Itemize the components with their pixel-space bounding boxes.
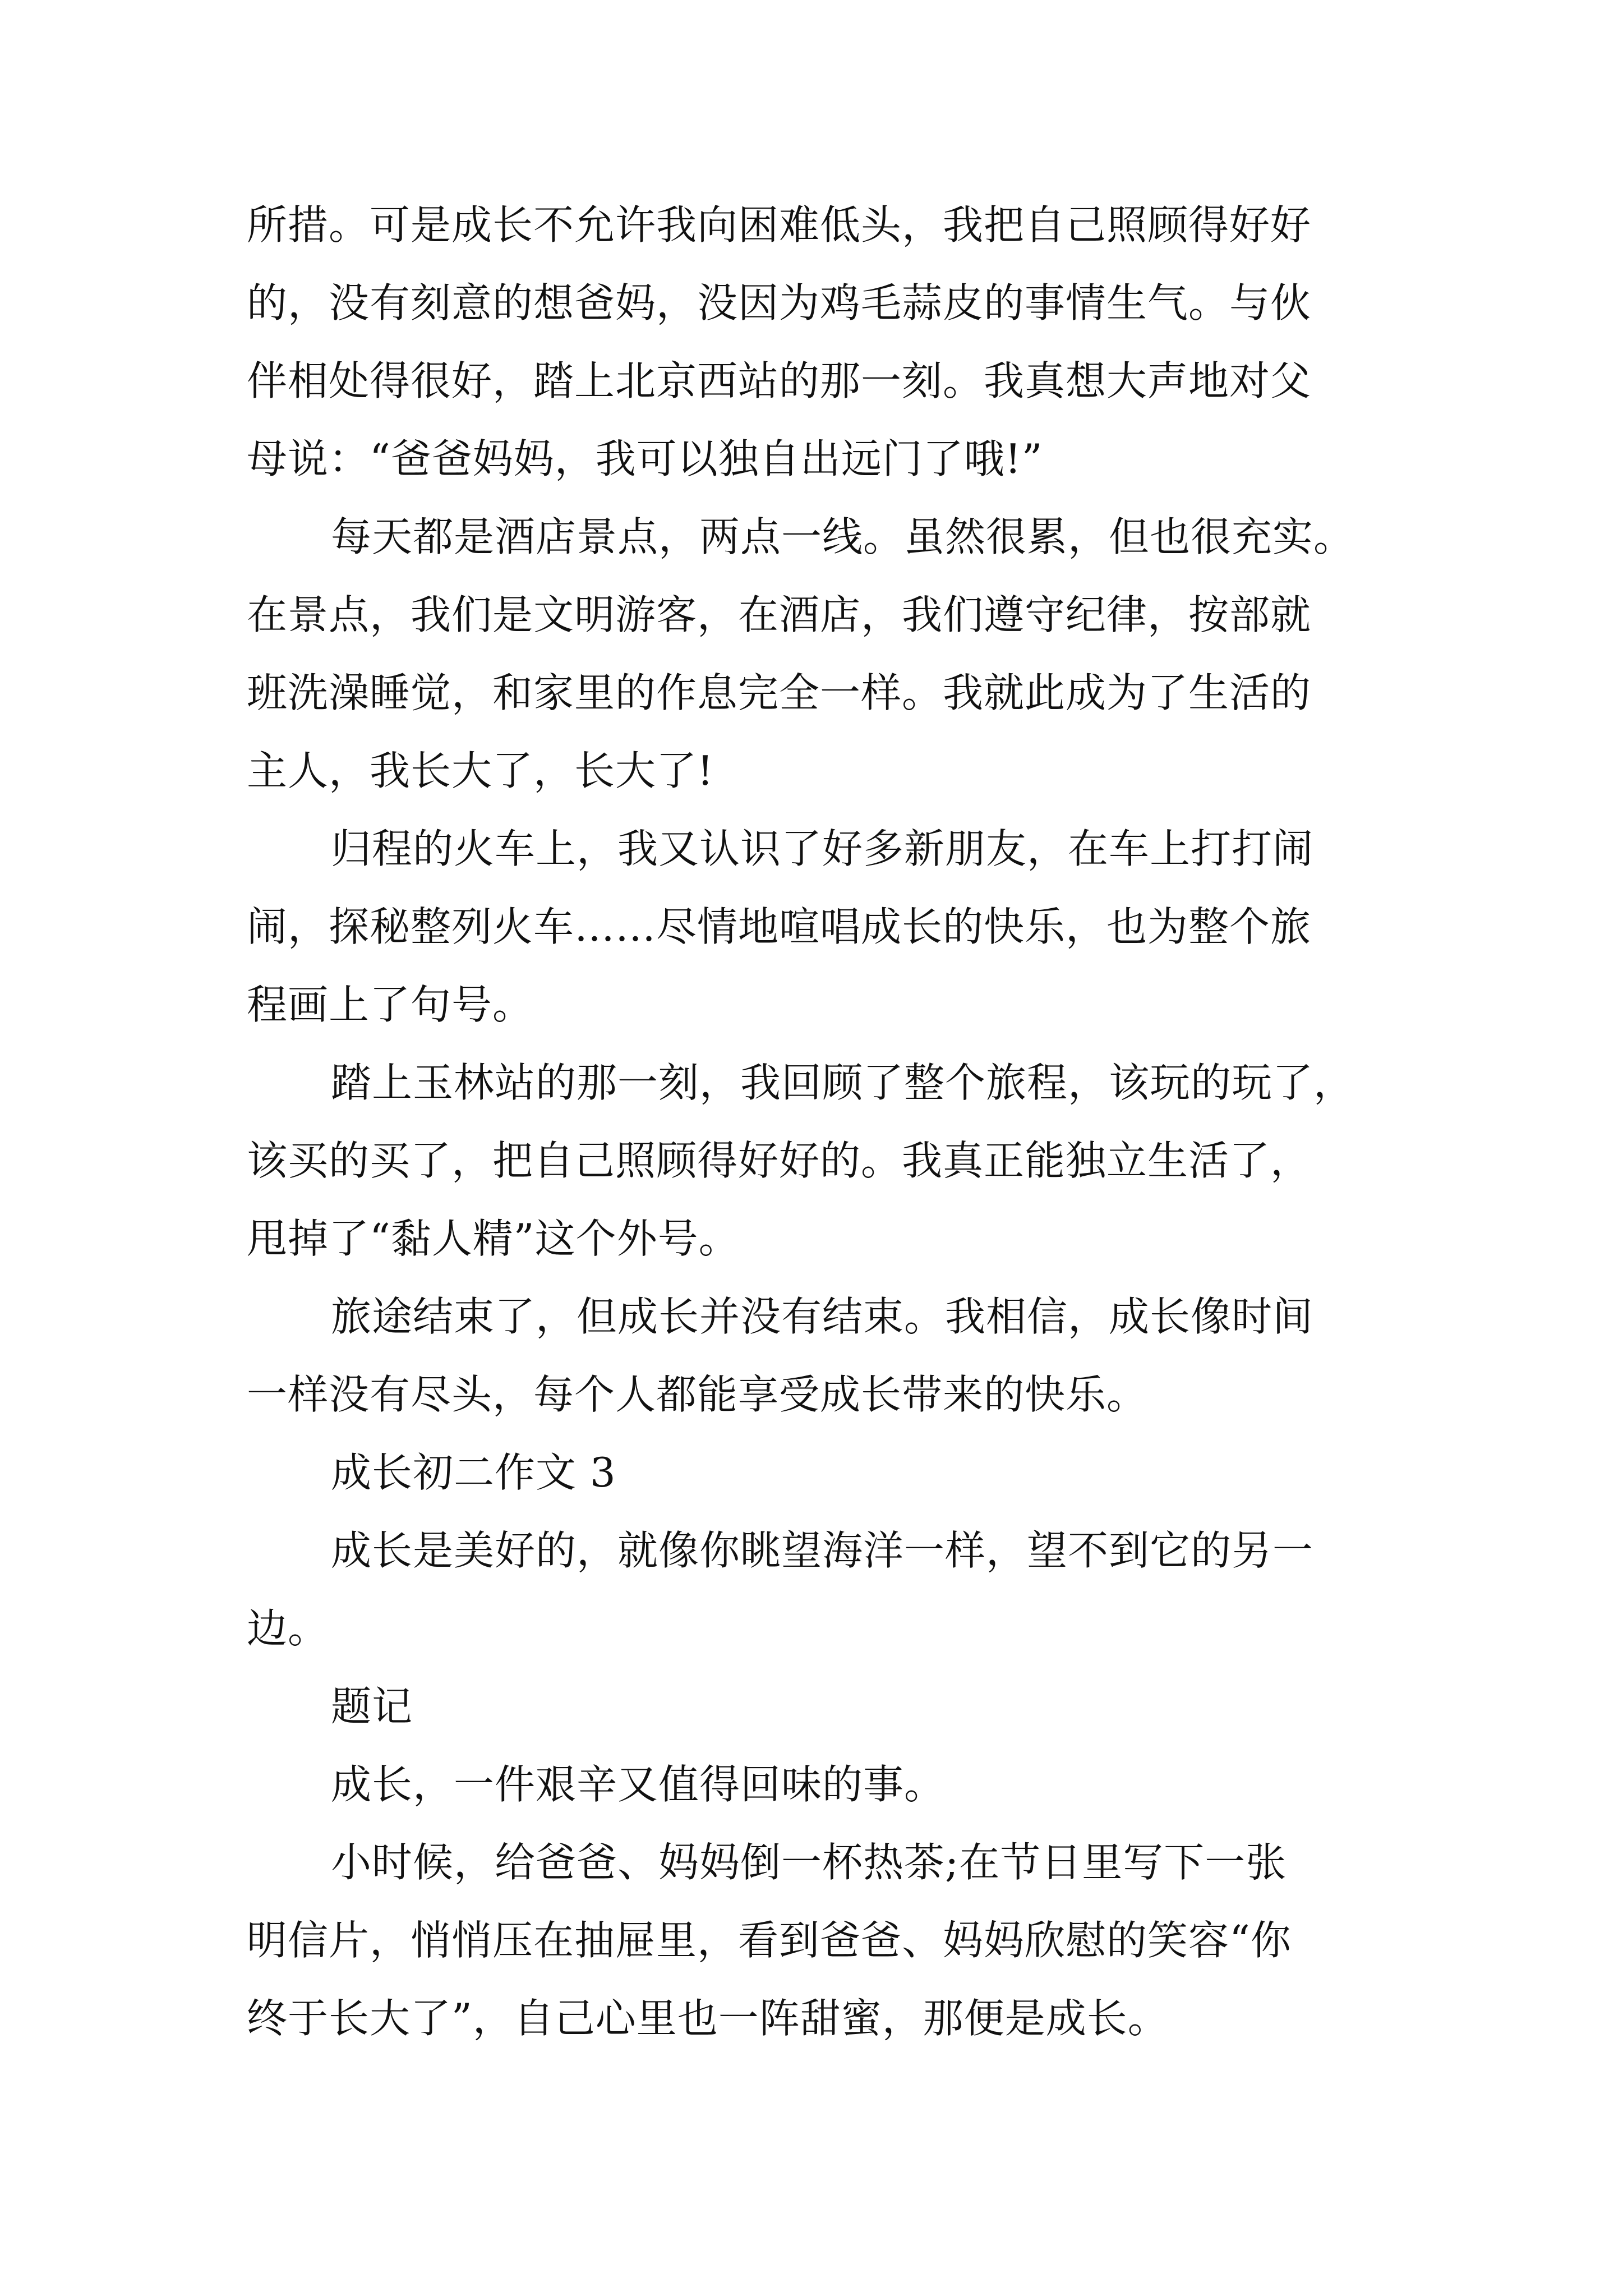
text-line: 踏上玉林站的那一刻，我回顾了整个旅程，该玩的玩了， [331, 1059, 1355, 1106]
text-line: 题记 [331, 1683, 413, 1730]
text-line: 的，没有刻意的想爸妈，没因为鸡毛蒜皮的事情生气。与伙 [247, 279, 1312, 326]
text-line: 母说：“爸爸妈妈，我可以独自出远门了哦!” [247, 435, 1043, 482]
text-line: 旅途结束了，但成长并没有结束。我相信，成长像时间 [331, 1293, 1314, 1340]
section-heading [247, 1434, 1391, 1512]
text-line: 甩掉了“黏人精”这个外号。 [247, 1215, 740, 1262]
text-line: 程画上了句号。 [247, 981, 534, 1028]
text-line: 所措。可是成长不允许我向困难低头，我把自己照顾得好好 [247, 201, 1312, 249]
text-line: 归程的火车上，我又认识了好多新朋友，在车上打打闹 [331, 825, 1314, 872]
document-body [247, 186, 1391, 2058]
paragraph [247, 1746, 1391, 1824]
text-line: 边。 [247, 1605, 329, 1652]
text-line: 该买的买了，把自己照顾得好好的。我真正能独立生活了， [247, 1137, 1312, 1184]
text-line: 在景点，我们是文明游客，在酒店，我们遵守纪律，按部就 [247, 591, 1312, 638]
text-line: 每天都是酒店景点，两点一线。虽然很累，但也很充实。 [331, 513, 1355, 560]
text-line: 成长是美好的，就像你眺望海洋一样，望不到它的另一 [331, 1527, 1314, 1574]
text-line: 明信片，悄悄压在抽屉里，看到爸爸、妈妈欣慰的笑容“你 [247, 1917, 1292, 1964]
text-line: 成长，一件艰辛又值得回味的事。 [331, 1761, 946, 1808]
paragraph [247, 498, 1391, 810]
paragraph [247, 1278, 1391, 1434]
paragraph [247, 1044, 1391, 1278]
paragraph [247, 810, 1391, 1044]
text-line: 终于长大了”，自己心里也一阵甜蜜，那便是成长。 [247, 1995, 1169, 2042]
text-line: 伴相处得很好，踏上北京西站的那一刻。我真想大声地对父 [247, 357, 1312, 404]
text-line: 闹，探秘整列火车……尽情地喧唱成长的快乐，也为整个旅 [247, 903, 1312, 950]
paragraph [247, 1824, 1391, 2058]
text-line: 班洗澡睡觉，和家里的作息完全一样。我就此成为了生活的 [247, 669, 1312, 716]
paragraph [247, 186, 1391, 498]
text-line: 小时候，给爸爸、妈妈倒一杯热茶;在节日里写下一张 [331, 1839, 1287, 1886]
paragraph [247, 1668, 1391, 1746]
text-line: 成长初二作文 3 [331, 1449, 616, 1496]
paragraph [247, 1512, 1391, 1668]
text-line: 一样没有尽头，每个人都能享受成长带来的快乐。 [247, 1371, 1148, 1418]
text-line: 主人，我长大了，长大了! [247, 747, 714, 794]
